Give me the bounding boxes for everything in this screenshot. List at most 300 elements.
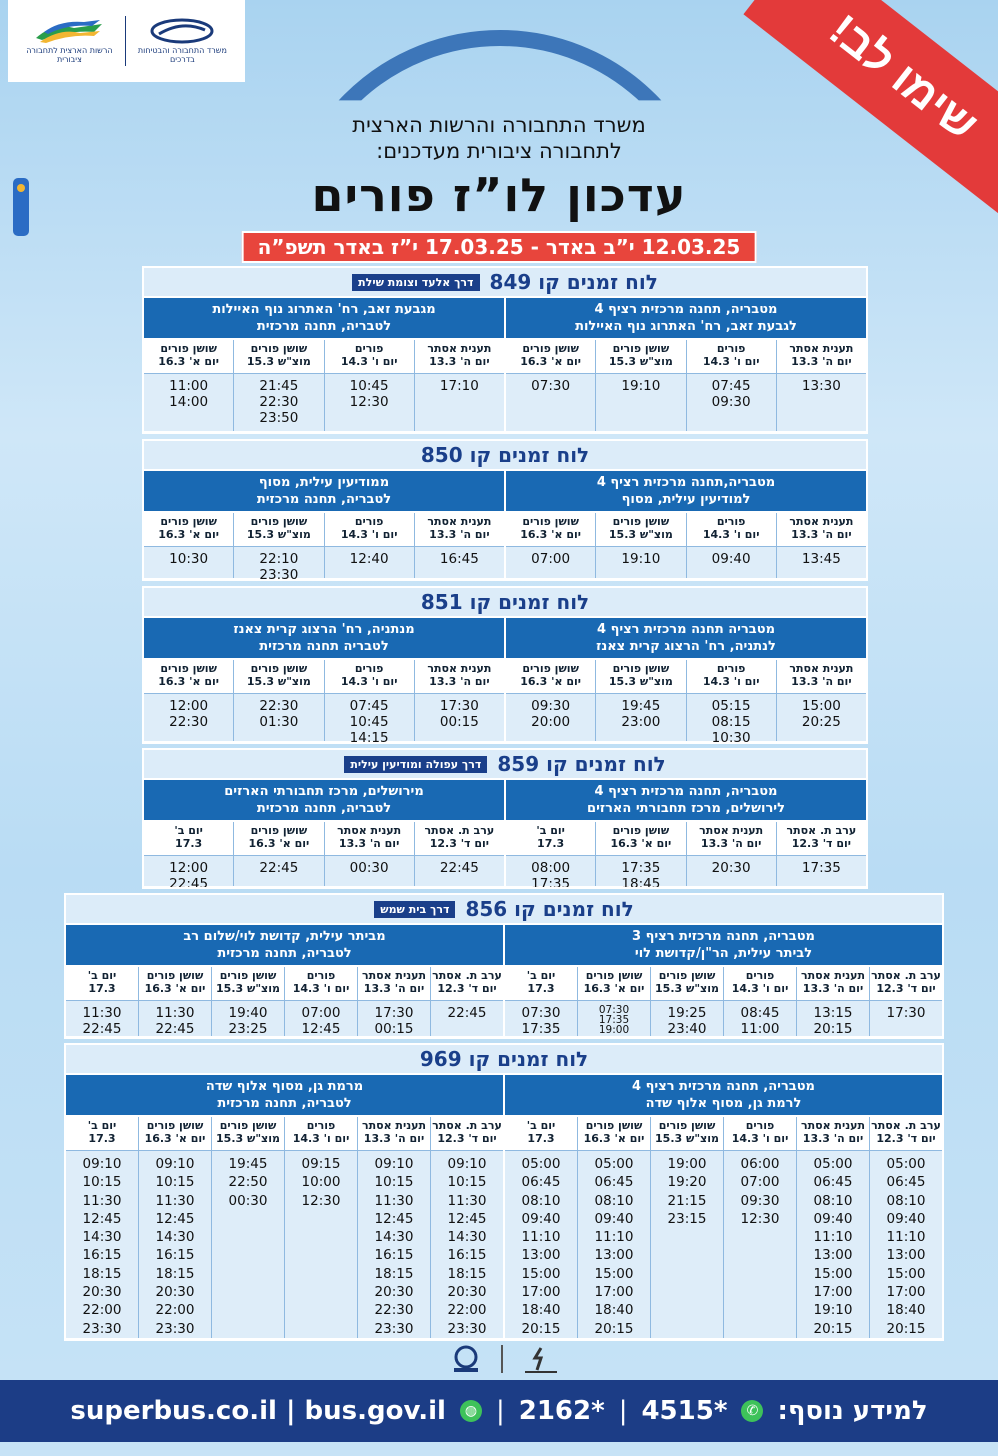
- column-day: שושן פורים: [612, 515, 670, 528]
- schedule-column: [324, 822, 414, 886]
- departure-time: 19:10: [621, 551, 661, 567]
- column-header: [505, 967, 577, 1001]
- departure-time: 17:00: [521, 1284, 561, 1301]
- direction-header: [144, 780, 504, 822]
- column-header: [777, 822, 866, 856]
- column-header: [797, 1117, 869, 1151]
- column-date: יום ה' 13.3: [429, 528, 490, 541]
- departure-times: [139, 1151, 211, 1338]
- schedule-column: [505, 1117, 577, 1338]
- direction-header: [66, 925, 503, 967]
- schedule-column: [284, 967, 357, 1036]
- column-header: [358, 1117, 430, 1151]
- departure-time: 22:50: [228, 1174, 268, 1191]
- column-header: [505, 1117, 577, 1151]
- direction-destination: לטבריה, תחנה מרכזית: [256, 801, 392, 816]
- schedule-column: [595, 340, 685, 431]
- schedule-column: [869, 1117, 942, 1338]
- departure-times: [596, 374, 685, 431]
- departure-time: 13:00: [521, 1247, 561, 1264]
- column-day: שושן פורים: [219, 1119, 277, 1132]
- column-date: יום א' 16.3: [158, 675, 220, 688]
- departure-time: 10:00: [301, 1174, 341, 1191]
- direction-header: [505, 925, 942, 967]
- departure-time: 08:10: [521, 1192, 561, 1209]
- schedule-columns: [144, 660, 504, 744]
- departure-times: [724, 1001, 796, 1036]
- schedule-column: [284, 1117, 357, 1338]
- column-date: יום ה' 13.3: [363, 1132, 425, 1145]
- schedule-column: [723, 967, 796, 1036]
- departure-time: 15:00: [521, 1265, 561, 1282]
- column-header: [66, 967, 138, 1001]
- departure-times: [144, 856, 233, 889]
- departure-time: 11:30: [155, 1192, 195, 1209]
- departure-time: 19:45: [621, 698, 661, 714]
- direction-destination: לביתר עילית, הר"ן/קדושת לוי: [634, 946, 813, 961]
- departure-time: 20:30: [374, 1284, 414, 1301]
- column-header: [234, 513, 323, 547]
- direction-destination: לנתניה, רח' הרצוג קרית צאנז: [596, 639, 776, 654]
- column-date: מוצ"ש 15.3: [655, 1132, 719, 1145]
- column-header: [144, 513, 233, 547]
- schedule-column: [796, 967, 869, 1036]
- column-day: פורים: [354, 342, 384, 355]
- departure-times: [212, 1001, 284, 1036]
- departure-time: 12:30: [301, 1192, 341, 1209]
- column-day: שושן פורים: [250, 342, 308, 355]
- column-day: יום ב': [87, 969, 117, 982]
- departure-time: 17:00: [813, 1284, 853, 1301]
- column-day: שושן פורים: [612, 824, 670, 837]
- departure-times: [505, 1001, 577, 1036]
- column-day: שושן פורים: [658, 969, 716, 982]
- departure-time: 12:45: [374, 1210, 414, 1227]
- departure-time: 16:15: [374, 1247, 414, 1264]
- route-via-badge: דרך עפולה ומודיעין עילית: [344, 756, 487, 773]
- schedule-column: [324, 340, 414, 431]
- column-date: יום ה' 13.3: [429, 675, 490, 688]
- column-header: [234, 822, 323, 856]
- departure-time: 23:15: [667, 1210, 707, 1227]
- column-day: שושן פורים: [522, 662, 579, 675]
- departure-times: [212, 1151, 284, 1338]
- departure-time: 10:30: [169, 551, 209, 567]
- column-header: [66, 1117, 138, 1151]
- route-title: לוח זמנים קו 849: [489, 270, 658, 294]
- departure-times: [234, 856, 323, 886]
- departure-time: 17:35: [598, 1014, 630, 1026]
- departure-times: [724, 1151, 796, 1338]
- departure-time: 09:10: [447, 1156, 487, 1172]
- schedule-column: [577, 967, 650, 1036]
- footer-contact-bar: [0, 1380, 998, 1442]
- attention-ribbon: שימו לב!: [743, 0, 998, 217]
- departure-time: 05:00: [594, 1156, 634, 1172]
- direction-header: [506, 618, 866, 660]
- column-day: תענית אסתר: [427, 662, 492, 675]
- departure-times: [415, 694, 504, 741]
- departure-time: 15:00: [594, 1265, 634, 1282]
- departure-time: 09:30: [740, 1192, 780, 1209]
- departure-time: 17:00: [886, 1284, 926, 1301]
- direction-table: [503, 925, 942, 1036]
- departure-times: [358, 1001, 430, 1036]
- ministry-name: משרד התחבורה והבטיחות בדרכים: [137, 45, 227, 64]
- direction-table: [504, 298, 866, 431]
- departure-time: 11:30: [82, 1005, 122, 1021]
- column-day: שושן פורים: [612, 342, 670, 355]
- column-date: יום ו' 14.3: [340, 675, 398, 688]
- departure-times: [596, 547, 685, 578]
- departure-time: 20:15: [521, 1320, 561, 1337]
- schedule-column: [66, 1117, 138, 1338]
- departure-time: 21:15: [667, 1192, 707, 1209]
- operator-logos: [440, 1342, 570, 1376]
- column-day: שושן פורים: [160, 515, 217, 528]
- schedule-column: [595, 513, 685, 578]
- departure-time: 14:30: [447, 1229, 487, 1246]
- route-title: לוח זמנים קו 851: [420, 590, 590, 614]
- departure-time: 12:40: [349, 551, 389, 567]
- departure-time: 08:10: [594, 1192, 634, 1209]
- schedule-column: [776, 822, 866, 886]
- column-day: שושן פורים: [146, 969, 204, 982]
- column-date: יום ד' 12.3: [429, 837, 490, 850]
- column-header: [431, 1117, 503, 1151]
- departure-time: 09:30: [711, 394, 751, 410]
- schedule-column: [650, 1117, 723, 1338]
- direction-header: [506, 298, 866, 340]
- departure-time: 20:30: [82, 1284, 122, 1301]
- route-timetable: [142, 439, 868, 581]
- route-title-bar: [66, 1045, 942, 1075]
- schedule-column: [144, 660, 233, 741]
- departure-time: 12:30: [349, 394, 389, 410]
- departure-times: [144, 547, 233, 578]
- schedule-column: [211, 967, 284, 1036]
- departure-time: 12:00: [169, 860, 209, 876]
- departure-time: 17:30: [886, 1005, 926, 1021]
- departure-time: 12:45: [301, 1021, 341, 1037]
- departure-times: [285, 1151, 357, 1338]
- route-title-bar: [144, 441, 866, 471]
- operator-logo-icon: [449, 1344, 483, 1374]
- departure-time: 14:30: [374, 1229, 414, 1246]
- route-directions: [144, 780, 866, 889]
- departure-times: [596, 694, 685, 741]
- column-date: יום א' 16.3: [610, 837, 672, 850]
- column-header: [415, 822, 504, 856]
- column-header: [144, 660, 233, 694]
- departure-time: 23:30: [447, 1320, 487, 1337]
- column-header: [870, 1117, 942, 1151]
- departure-times: [578, 1001, 650, 1036]
- column-day: שושן פורים: [146, 1119, 204, 1132]
- column-day: ערב ת. אסתר: [871, 1119, 941, 1132]
- departure-time: 12:45: [155, 1210, 195, 1227]
- departure-time: 22:00: [82, 1302, 122, 1319]
- column-day: פורים: [716, 662, 746, 675]
- departure-times: [777, 856, 866, 886]
- departure-time: 07:00: [531, 551, 571, 567]
- direction-origin: מטבריה, תחנה מרכזית רציף 4: [632, 1079, 815, 1094]
- schedule-column: [577, 1117, 650, 1338]
- departure-time: 16:15: [155, 1247, 195, 1264]
- column-day: יום ב': [174, 824, 203, 837]
- column-header: [596, 340, 685, 374]
- route-timetable: [64, 893, 944, 1039]
- departure-time: 22:45: [439, 860, 479, 876]
- direction-origin: מטבריה, תחנה מרכזית רציף 4: [594, 302, 778, 317]
- column-date: מוצ"ש 15.3: [216, 1132, 280, 1145]
- schedule-column: [414, 660, 504, 741]
- column-day: שושן פורים: [658, 1119, 716, 1132]
- departure-time: 11:10: [594, 1229, 634, 1246]
- column-date: יום ד' 12.3: [437, 982, 497, 995]
- schedule-column: [144, 513, 233, 578]
- departure-time: 23:50: [259, 410, 299, 426]
- column-day: פורים: [306, 1119, 336, 1132]
- schedule-column: [505, 967, 577, 1036]
- header-intro: [0, 112, 998, 164]
- column-header: [596, 660, 685, 694]
- departure-time: 11:10: [813, 1229, 853, 1246]
- departure-time: 12:30: [740, 1210, 780, 1227]
- schedule-column: [506, 822, 595, 889]
- date-range-bar: 12.03.25 י”ב באדר - 17.03.25 י”ז באדר תשפ”ה: [242, 231, 757, 263]
- column-header: [234, 340, 323, 374]
- column-day: שושן פורים: [250, 662, 308, 675]
- column-day: פורים: [354, 662, 384, 675]
- schedule-column: [414, 822, 504, 886]
- column-date: יום ו' 14.3: [702, 528, 760, 541]
- departure-times: [415, 547, 504, 578]
- column-day: פורים: [354, 515, 384, 528]
- phone-number-2[interactable]: 2162*: [518, 1396, 605, 1426]
- route-directions: [144, 298, 866, 431]
- direction-table: [144, 780, 504, 889]
- departure-time: 23:30: [82, 1320, 122, 1337]
- column-day: תענית אסתר: [337, 824, 402, 837]
- column-day: שושן פורים: [522, 342, 579, 355]
- departure-time: 17:35: [621, 860, 661, 876]
- departure-time: 10:15: [82, 1174, 122, 1191]
- departure-time: 08:10: [813, 1192, 853, 1209]
- column-header: [651, 1117, 723, 1151]
- column-date: 17.3: [527, 1132, 555, 1145]
- departure-times: [651, 1001, 723, 1036]
- departure-time: 11:30: [155, 1005, 195, 1021]
- column-header: [285, 1117, 357, 1151]
- column-day: שושן פורים: [250, 824, 308, 837]
- departure-time: 10:15: [155, 1174, 195, 1191]
- column-header: [212, 967, 284, 1001]
- column-header: [325, 822, 414, 856]
- direction-table: [144, 618, 504, 744]
- column-day: פורים: [716, 342, 746, 355]
- column-date: יום ד' 12.3: [437, 1132, 497, 1145]
- departure-time: 11:00: [740, 1021, 780, 1037]
- departure-time: 10:45: [349, 714, 389, 730]
- departure-time: 23:30: [259, 567, 299, 581]
- departure-time: 13:30: [801, 378, 841, 394]
- departure-time: 23:40: [667, 1021, 707, 1037]
- departure-times: [777, 374, 866, 431]
- column-date: יום ה' 13.3: [700, 837, 762, 850]
- departure-time: 11:30: [447, 1192, 487, 1209]
- schedule-column: [776, 660, 866, 741]
- departure-time: 12:00: [169, 698, 209, 714]
- departure-time: 19:25: [667, 1005, 707, 1021]
- column-header: [285, 967, 357, 1001]
- departure-time: 13:15: [813, 1005, 853, 1021]
- column-date: 17.3: [527, 982, 555, 995]
- footer-separator: |: [618, 1396, 628, 1426]
- departure-time: 17:10: [439, 378, 479, 394]
- departure-time: 17:30: [374, 1005, 414, 1021]
- column-day: תענית אסתר: [800, 969, 866, 982]
- departure-time: 10:30: [711, 730, 751, 744]
- column-header: [506, 660, 595, 694]
- header-line-2: לתחבורה ציבורית מעדכנים:: [376, 139, 622, 163]
- direction-table: [503, 1075, 942, 1338]
- departure-time: 19:40: [228, 1005, 268, 1021]
- column-header: [724, 967, 796, 1001]
- departure-time: 23:00: [621, 714, 661, 730]
- column-header: [506, 513, 595, 547]
- direction-table: [66, 925, 503, 1036]
- direction-origin: מטבריה,תחנה מרכזית רציף 4: [596, 475, 776, 490]
- route-title: לוח זמנים קו 859: [497, 752, 666, 776]
- departure-time: 20:15: [813, 1320, 853, 1337]
- departure-times: [797, 1151, 869, 1338]
- departure-times: [431, 1001, 503, 1036]
- direction-origin: מטבריה, תחנה מרכזית רציף 3: [632, 929, 815, 944]
- departure-time: 13:00: [594, 1247, 634, 1264]
- column-header: [506, 822, 595, 856]
- column-header: [212, 1117, 284, 1151]
- departure-times: [687, 856, 776, 886]
- departure-times: [505, 1151, 577, 1338]
- direction-header: [144, 471, 504, 513]
- route-via-badge: דרך אלעד וצומת שילת: [352, 274, 479, 291]
- departure-time: 20:25: [801, 714, 841, 730]
- column-day: שושן פורים: [585, 969, 643, 982]
- departure-time: 19:10: [813, 1302, 853, 1319]
- departure-time: 14:30: [155, 1229, 195, 1246]
- departure-times: [285, 1001, 357, 1036]
- route-title: לוח זמנים קו 969: [419, 1047, 589, 1071]
- column-day: תענית אסתר: [699, 824, 764, 837]
- public-transport-authority-logo: [14, 18, 125, 65]
- phone-number-1[interactable]: 4515*: [641, 1396, 728, 1426]
- departure-time: 18:15: [447, 1265, 487, 1282]
- schedule-column: [233, 340, 323, 431]
- departure-time: 21:45: [259, 378, 299, 394]
- column-day: תענית אסתר: [361, 1119, 427, 1132]
- schedule-column: [776, 513, 866, 578]
- direction-table: [144, 471, 504, 581]
- schedule-column: [233, 822, 323, 886]
- departure-time: 10:45: [349, 378, 389, 394]
- departure-time: 23:30: [155, 1320, 195, 1337]
- departure-time: 22:45: [82, 1021, 122, 1037]
- column-date: יום א' 16.3: [158, 528, 220, 541]
- schedule-column: [357, 967, 430, 1036]
- websites-link[interactable]: superbus.co.il | bus.gov.il: [70, 1396, 446, 1426]
- departure-times: [506, 856, 595, 889]
- departure-time: 22:00: [155, 1302, 195, 1319]
- schedule-column: [233, 660, 323, 741]
- departure-times: [797, 1001, 869, 1036]
- schedule-column: [430, 1117, 503, 1338]
- departure-times: [687, 547, 776, 578]
- column-date: מוצ"ש 15.3: [246, 528, 311, 541]
- departure-time: 10:15: [447, 1174, 487, 1191]
- departure-time: 07:00: [301, 1005, 341, 1021]
- header-line-1: משרד התחבורה והרשות הארצית: [352, 113, 646, 137]
- column-day: תענית אסתר: [427, 515, 492, 528]
- column-day: שושן פורים: [160, 342, 217, 355]
- departure-times: [234, 547, 323, 581]
- departure-time: 22:30: [259, 698, 299, 714]
- departure-time: 06:45: [813, 1174, 853, 1191]
- departure-time: 20:30: [447, 1284, 487, 1301]
- column-date: יום א' 16.3: [520, 528, 582, 541]
- schedule-columns: [66, 967, 503, 1036]
- schedule-column: [144, 822, 233, 889]
- column-day: פורים: [745, 1119, 775, 1132]
- column-date: יום א' 16.3: [583, 982, 645, 995]
- column-date: מוצ"ש 15.3: [608, 675, 673, 688]
- column-day: ערב ת. אסתר: [871, 969, 941, 982]
- departure-time: 17:35: [531, 876, 571, 889]
- route-title-bar: [144, 588, 866, 618]
- departure-time: 08:00: [531, 860, 571, 876]
- departure-times: [358, 1151, 430, 1338]
- direction-header: [505, 1075, 942, 1117]
- departure-time: 16:15: [82, 1247, 122, 1264]
- departure-time: 09:40: [886, 1210, 926, 1227]
- column-header: [687, 822, 776, 856]
- direction-origin: מרמת גן, מסוף אלוף שדה: [205, 1079, 364, 1094]
- route-title-bar: [66, 895, 942, 925]
- footer-separator: |: [495, 1396, 505, 1426]
- column-date: יום ו' 14.3: [702, 355, 760, 368]
- column-date: יום ה' 13.3: [429, 355, 490, 368]
- schedule-column: [66, 967, 138, 1036]
- column-date: יום א' 16.3: [248, 837, 310, 850]
- column-header: [139, 967, 211, 1001]
- schedule-columns: [506, 660, 866, 744]
- departure-times: [870, 1001, 942, 1036]
- departure-times: [325, 374, 414, 431]
- departure-time: 19:00: [598, 1024, 630, 1036]
- departure-time: 13:45: [801, 551, 841, 567]
- schedule-column: [869, 967, 942, 1036]
- direction-header: [144, 618, 504, 660]
- departure-time: 18:15: [82, 1265, 122, 1282]
- departure-time: 01:30: [259, 714, 299, 730]
- departure-times: [651, 1151, 723, 1338]
- departure-times: [139, 1001, 211, 1036]
- direction-table: [66, 1075, 503, 1338]
- column-header: [596, 822, 685, 856]
- column-date: יום א' 16.3: [144, 1132, 206, 1145]
- column-date: יום ה' 13.3: [791, 528, 852, 541]
- column-header: [139, 1117, 211, 1151]
